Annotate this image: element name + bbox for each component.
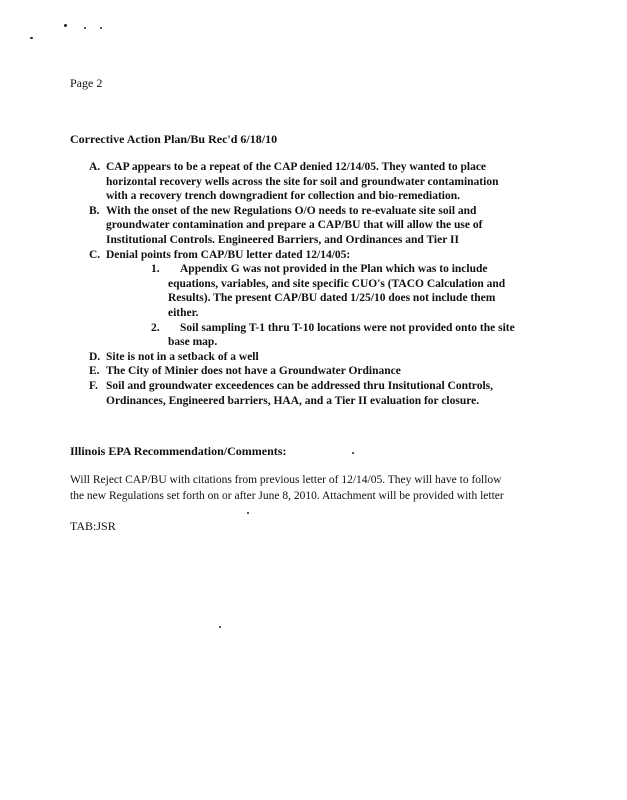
- item-marker: D.: [89, 350, 101, 363]
- list-item: [89, 160, 549, 204]
- scan-speck: [30, 37, 33, 39]
- list-item: [89, 379, 549, 408]
- item-text: with a recovery trench downgradient for collection and bio-remediation.: [106, 190, 461, 203]
- item-text: groundwater contamination and prepare a CAP/BU that will allow the use of: [106, 219, 483, 232]
- scan-speck: [84, 27, 86, 29]
- list-item: [89, 350, 549, 365]
- sub-item-text: Results). The present CAP/BU dated 1/25/10 does not include them: [168, 292, 496, 305]
- recommendation-line: Will Reject CAP/BU with citations from previous letter of 12/14/05. They will have to follow: [70, 474, 502, 486]
- sub-item-text: either.: [168, 306, 199, 319]
- findings-list: [89, 160, 549, 408]
- list-item: [89, 364, 549, 379]
- sub-item-marker: 2.: [151, 321, 160, 334]
- item-text: CAP appears to be a repeat of the CAP denied 12/14/05. They wanted to place: [106, 161, 487, 173]
- item-marker: E.: [89, 365, 100, 378]
- item-text: With the onset of the new Regulations O/O needs to re-evaluate site soil and: [106, 204, 477, 217]
- list-item: [89, 248, 549, 263]
- item-text: Site is not in a setback of a well: [106, 350, 259, 363]
- sub-list-item: [89, 321, 549, 350]
- sub-item-text: base map.: [168, 336, 218, 349]
- sub-item-text: Soil sampling T-1 thru T-10 locations were not provided onto the site: [180, 321, 515, 334]
- item-text: Denial points from CAP/BU letter dated 12/14/05:: [106, 248, 351, 261]
- item-text: Ordinances, Engineered barriers, HAA, and a Tier II evaluation for closure.: [106, 394, 480, 407]
- section-heading: Corrective Action Plan/Bu Rec'd 6/18/10: [70, 132, 278, 146]
- page-number: Page 2: [70, 76, 103, 90]
- scan-speck: [219, 626, 221, 628]
- author-initials: TAB:JSR: [70, 519, 116, 533]
- scan-speck: [100, 27, 102, 29]
- sub-item-text: equations, variables, and site specific CUO's (TACO Calculation and: [168, 277, 506, 290]
- scan-speck: [247, 512, 249, 514]
- sub-item-marker: 1.: [151, 263, 160, 276]
- sub-list-item: [89, 262, 549, 320]
- item-marker: A.: [89, 161, 101, 173]
- list-item: [89, 204, 549, 248]
- item-marker: B.: [89, 204, 100, 217]
- item-text: horizontal recovery wells across the site for soil and groundwater contamination: [106, 175, 499, 188]
- sub-item-text: Appendix G was not provided in the Plan which was to include: [180, 263, 488, 276]
- item-text: Soil and groundwater exceedences can be addressed thru Insitutional Controls,: [106, 379, 493, 392]
- item-text: Institutional Controls. Engineered Barriers, and Ordinances and Tier II: [106, 233, 459, 246]
- recommendation-line: the new Regulations set forth on or after June 8, 2010. Attachment will be provided with letter: [70, 489, 504, 502]
- item-marker: C.: [89, 248, 101, 261]
- scan-speck: [352, 452, 354, 454]
- scan-speck: [64, 24, 67, 27]
- item-text: The City of Minier does not have a Groundwater Ordinance: [106, 365, 401, 378]
- item-marker: F.: [89, 379, 98, 392]
- recommendation-text: [70, 473, 530, 504]
- recommendation-heading: Illinois EPA Recommendation/Comments:: [70, 444, 287, 458]
